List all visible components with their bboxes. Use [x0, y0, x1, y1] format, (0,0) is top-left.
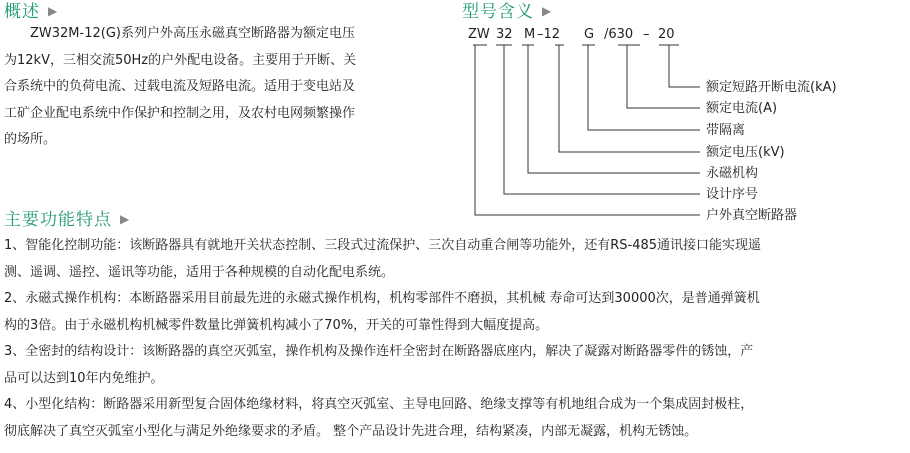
- feature-item: [4, 286, 906, 339]
- features-list: [4, 233, 906, 445]
- overview-line: 合系统中的负荷电流、过载电流及短路电流。适用于变电站及: [4, 79, 356, 94]
- code-part-dash: –: [643, 27, 650, 42]
- feature-line: 测、遥调、遥控、遥讯等功能，适用于各种规模的自动化配电系统。: [4, 264, 395, 280]
- overview-line: 工矿企业配电系统中作保护和控制之用，及农村电网频繁操作: [4, 105, 356, 121]
- legend-item-breaking-current: 额定短路开断电流(kA): [706, 80, 837, 95]
- code-part-zw: ZW: [468, 27, 490, 42]
- model-title: 型号含义: [462, 2, 534, 22]
- feature-line: 2、永磁式操作机构：本断路器采用目前最先进的永磁式操作机构，机构零部件不磨损，其机械 寿命可达到30000次，是普通弹簧机: [4, 291, 760, 306]
- legend-item-isolation: 带隔离: [706, 123, 746, 138]
- code-part-g: G: [584, 27, 595, 42]
- overview-title: 概述: [4, 2, 40, 22]
- code-part-m: M: [524, 27, 536, 42]
- feature-line: 4、小型化结构：断路器采用新型复合固体绝缘材料，将真空灭弧室、主导电回路、绝缘支撑等有机地组合成为一个集成固封极柱，: [4, 397, 754, 412]
- code-part-32: 32: [496, 27, 513, 42]
- legend-item-permanent-magnet: 永磁机构: [706, 166, 759, 181]
- legend-item-outdoor-breaker: 户外真空断路器: [706, 208, 798, 223]
- code-part-12: –12: [537, 27, 561, 42]
- feature-line: 1、智能化控制功能：该断路器具有就地开关状态控制、三段式过流保护、三次自动重合闸等功能外，还有RS-485通讯接口能实现遥: [4, 238, 762, 253]
- feature-line: 品可以达到10年内免维护。: [4, 370, 164, 386]
- features-title: 主要功能特点: [4, 210, 112, 230]
- triangle-arrow-icon: ▶: [48, 4, 59, 18]
- features-heading: [4, 209, 130, 230]
- code-part-20: 20: [658, 27, 675, 42]
- overview-line: 的场所。: [4, 132, 57, 147]
- feature-line: 构的3倍。由于永磁机构机械零件数量比弹簧机构减小了70%，开关的可靠性得到大幅度提高。: [4, 317, 549, 333]
- legend-item-design-number: 设计序号: [706, 187, 759, 202]
- triangle-arrow-icon: ▶: [120, 212, 131, 226]
- feature-line: 彻底解决了真空灭弧室小型化与满足外绝缘要求的矛盾。 整个产品设计先进合理，结构紧凑，内部无凝露，机构无锈蚀。: [4, 423, 698, 439]
- triangle-arrow-icon: ▶: [542, 4, 553, 18]
- feature-item: [4, 392, 906, 445]
- feature-line: 3、全密封的结构设计：该断路器的真空灭弧室，操作机构及操作连杆全密封在断路器底座内，解决了凝露对断路器零件的锈蚀，产: [4, 344, 754, 359]
- feature-item: [4, 233, 906, 286]
- overview-line: ZW32M-12(G)系列户外高压永磁真空断路器为额定电压: [30, 26, 355, 41]
- feature-item: [4, 339, 906, 392]
- legend-item-rated-voltage: 额定电压(kV): [706, 145, 785, 160]
- code-part-630: /630: [604, 27, 634, 42]
- legend-item-rated-current: 额定电流(A): [706, 101, 778, 116]
- overview-line: 为12kV，三相交流50Hz的户外配电设备。主要用于开断、关: [4, 52, 357, 68]
